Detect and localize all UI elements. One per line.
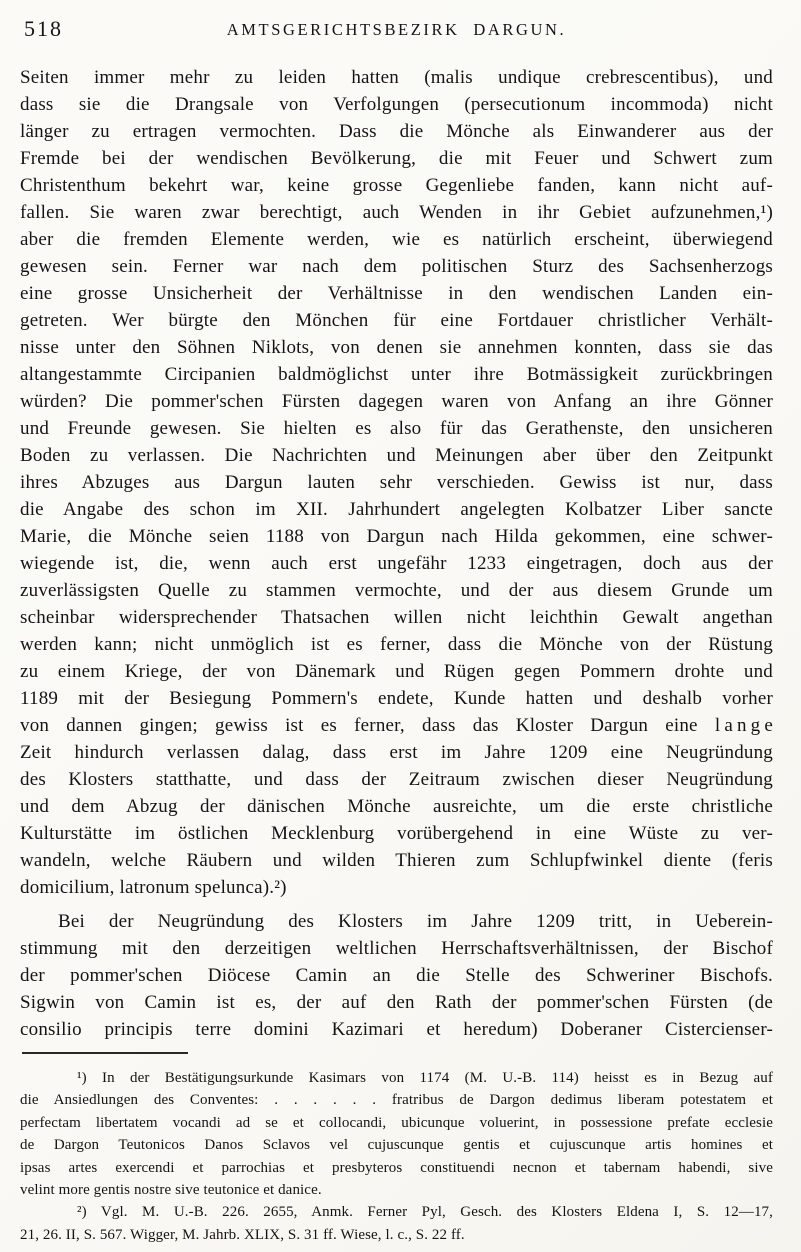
body-text-line: Fremde bei der wendischen Bevölkerung, die mit Feuer und Schwert zum bbox=[20, 148, 773, 169]
body-text-line: Sigwin von Camin ist es, der auf den Rath der pommer'schen Fürsten (de bbox=[20, 992, 773, 1013]
running-title: AMTSGERICHTSBEZIRK DARGUN. bbox=[226, 20, 567, 39]
running-head bbox=[20, 14, 773, 48]
body-text-line: stimmung mit den derzeitigen weltlichen Herrschaftsverhältnissen, der Bischof bbox=[20, 938, 773, 959]
body-text-line: domicilium, latronum spelunca).²) bbox=[20, 877, 287, 898]
footnote-text-line: 21, 26. II, S. 567. Wigger, M. Jahrb. XLIX, S. 31 ff. Wiese, l. c., S. 22 ff. bbox=[20, 1226, 465, 1243]
body-text-line: Zeit hindurch verlassen dalag, dass erst im Jahre 1209 eine Neugründung bbox=[20, 742, 773, 763]
body-text-line: Boden zu verlassen. Die Nachrichten und Meinungen aber über den Zeitpunkt bbox=[20, 445, 773, 466]
footnote-text-line: die Ansiedlungen des Conventes: . . . . . . fratribus de Dargon dedimus liberam potestatem et bbox=[20, 1092, 773, 1109]
body-text-line: fallen. Sie waren zwar berechtigt, auch Wenden in ihr Gebiet aufzunehmen,¹) bbox=[20, 202, 773, 223]
body-text-line: und Freunde gewesen. Sie hielten es also für das Gerathenste, den unsicheren bbox=[20, 418, 773, 439]
body-text-line: würden? Die pommer'schen Fürsten dagegen waren von Anfang an ihre Gönner bbox=[20, 391, 773, 412]
body-text-line: zu einem Kriege, der von Dänemark und Rügen gegen Pommern drohte und bbox=[20, 661, 773, 682]
body-text-line: nisse unter den Söhnen Niklots, von denen sie annehmen konnten, dass sie das bbox=[20, 337, 773, 358]
body-text-line: eine grosse Unsicherheit der Verhältnisse in den wendischen Landen ein- bbox=[20, 283, 773, 304]
body-text-line: Seiten immer mehr zu leiden hatten (malis undique crebrescentibus), und bbox=[20, 67, 773, 88]
footnote-separator-rule bbox=[22, 1052, 188, 1054]
page-body bbox=[20, 64, 773, 1246]
footnote-1 bbox=[20, 1067, 773, 1201]
body-text-line: länger zu ertragen vermochten. Dass die Mönche als Einwanderer aus der bbox=[20, 121, 773, 142]
body-text-line: des Klosters statthatte, und dass der Zeitraum zwischen dieser Neugründung bbox=[20, 769, 773, 790]
body-text-line: Bei der Neugründung des Klosters im Jahre 1209 tritt, in Ueberein- bbox=[58, 911, 773, 932]
footnotes bbox=[20, 1067, 773, 1246]
paragraph-continuation bbox=[20, 64, 773, 901]
body-text-line: 1189 mit der Besiegung Pommern's endete, Kunde hatten und deshalb vorher bbox=[20, 688, 773, 709]
footnote-text-line: ¹) In der Bestätigungsurkunde Kasimars von 1174 (M. U.-B. 114) heisst es in Bezug auf bbox=[77, 1070, 773, 1086]
body-text-line: Christenthum bekehrt war, keine grosse Gegenliebe fanden, kann nicht auf- bbox=[20, 175, 773, 196]
footnote-text-line: de Dargon Teutonicos Danos Sclavos vel cujuscunque gentis et cujuscunque artis homines et bbox=[20, 1137, 773, 1154]
body-text-line: und dem Abzug der dänischen Mönche ausreichte, um die erste christliche bbox=[20, 796, 773, 817]
body-text-line: getreten. Wer bürgte den Mönchen für eine Fortdauer christlicher Verhält- bbox=[20, 310, 773, 331]
body-text-line: scheinbar widersprechender Thatsachen willen nicht leichthin Gewalt angethan bbox=[20, 607, 773, 628]
body-text-line: werden kann; nicht unmöglich ist es ferner, dass die Mönche von der Rüstung bbox=[20, 634, 773, 655]
body-text-line: dass sie die Drangsale von Verfolgungen (persecutionum incommoda) nicht bbox=[20, 94, 773, 115]
body-text-line: Kulturstätte im östlichen Mecklenburg vorübergehend in eine Wüste zu ver- bbox=[20, 823, 773, 844]
body-text-line: zuverlässigsten Quelle zu stammen vermochte, und der aus diesem Grunde um bbox=[20, 580, 773, 601]
footnote-2 bbox=[20, 1201, 773, 1246]
footnote-text-line: ipsas artes exercendi et parrochias et presbyteros constituendi necnon et tabernam habendi, sive bbox=[20, 1159, 773, 1176]
body-text-line: ihres Abzuges aus Dargun lauten sehr verschieden. Gewiss ist nur, dass bbox=[20, 472, 773, 493]
body-text-line: consilio principis terre domini Kazimari et heredum) Doberaner Cistercienser- bbox=[20, 1019, 773, 1040]
body-text-line: Marie, die Mönche seien 1188 von Dargun nach Hilda gekommen, eine schwer- bbox=[20, 526, 773, 547]
paragraph-new bbox=[20, 908, 773, 1043]
page-number: 518 bbox=[24, 16, 63, 41]
body-text-line: wiegende ist, die, wenn auch erst ungefähr 1233 eingetragen, doch aus der bbox=[20, 553, 773, 574]
body-text-line: die Angabe des schon im XII. Jahrhundert angelegten Kolbatzer Liber sancte bbox=[20, 499, 773, 520]
body-text-line: gewesen sein. Ferner war nach dem politischen Sturz des Sachsenherzogs bbox=[20, 256, 773, 277]
body-text-line: aber die fremden Elemente werden, wie es natürlich erscheint, überwiegend bbox=[20, 229, 773, 250]
body-text-line: der pommer'schen Diöcese Camin an die Stelle des Schweriner Bischofs. bbox=[20, 965, 773, 986]
body-text-line: wandeln, welche Räubern und wilden Thieren zum Schlupfwinkel diente (feris bbox=[20, 850, 773, 871]
footnote-text-line: velint more gentis nostre sive teutonice et danice. bbox=[20, 1182, 322, 1199]
footnote-text-line: ²) Vgl. M. U.-B. 226. 2655, Anmk. Ferner Pyl, Gesch. des Klosters Eldena I, S. 12—17, bbox=[77, 1204, 773, 1221]
body-text-line: altangestammte Circipanien baldmöglichst unter ihre Botmässigkeit zurückbringen bbox=[20, 364, 773, 385]
footnote-text-line: perfectam libertatem vocandi ad se et collocandi, ubicunque voluerint, in possessione prefate ecclesie bbox=[20, 1114, 773, 1131]
body-text-line: von dannen gingen; gewiss ist es ferner, dass das Kloster Dargun eine l a n g e bbox=[20, 715, 773, 736]
